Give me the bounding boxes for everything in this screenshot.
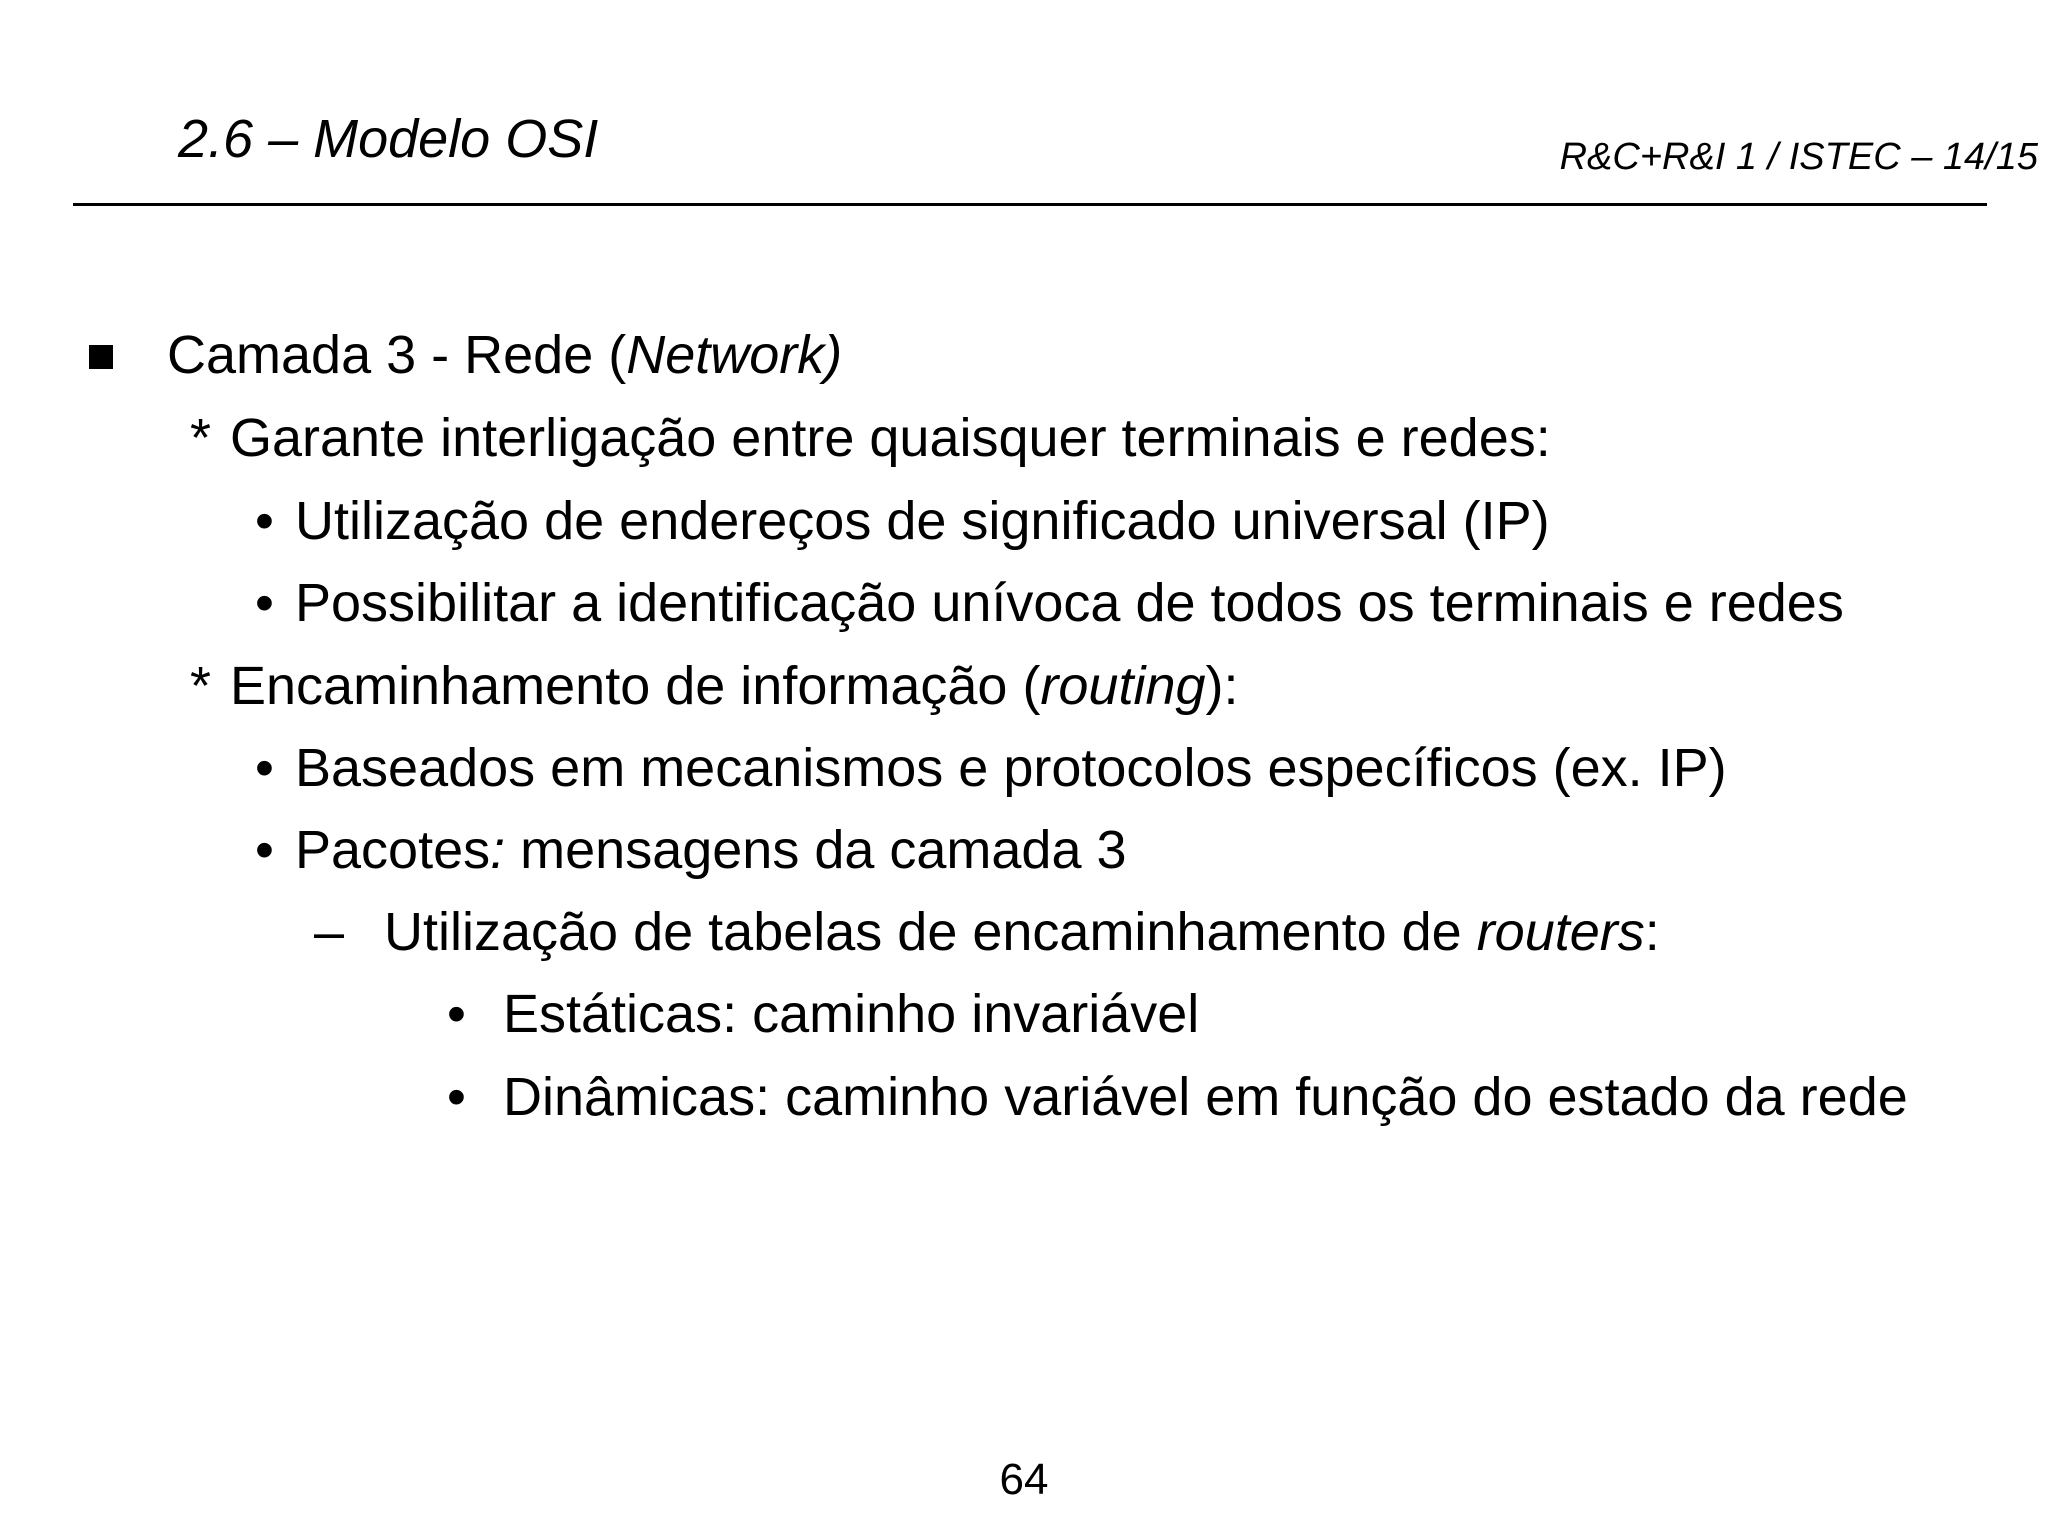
- list-item-packets: [255, 820, 1127, 880]
- list-item-routing: [190, 656, 1239, 716]
- list-item-text: Estáticas: caminho invariável: [503, 984, 1200, 1044]
- bullet-marker: •: [447, 984, 466, 1044]
- list-item-suffix: ):: [1205, 656, 1239, 716]
- list-item-routing-tables: [314, 902, 1660, 962]
- list-item-text: Utilização de tabelas de encaminhamento de: [384, 902, 1477, 962]
- layer-heading-italic: Network): [626, 325, 843, 385]
- bullet-marker: •: [255, 491, 274, 551]
- list-item-italic: :: [490, 820, 506, 880]
- asterisk-marker: *: [190, 408, 212, 468]
- list-item-suffix: :: [1644, 902, 1660, 962]
- list-item-text: Possibilitar a identificação unívoca de todos os terminais e redes: [295, 573, 1844, 633]
- course-label: R&C+R&I 1 / ISTEC – 14/15: [1559, 136, 2038, 178]
- bullet-marker: •: [255, 573, 274, 633]
- list-item-italic: routers: [1476, 902, 1645, 962]
- list-item-text: Garante interligação entre quaisquer terminais e redes:: [230, 408, 1551, 468]
- square-bullet-icon: [89, 345, 113, 369]
- dash-marker: –: [314, 902, 345, 962]
- list-item-protocols: [255, 738, 1727, 798]
- list-item-text: Dinâmicas: caminho variável em função do estado da rede: [503, 1067, 1908, 1127]
- list-item-interconnection: [190, 408, 1551, 468]
- bullet-marker: •: [447, 1067, 466, 1127]
- list-item-text: Pacotes: [295, 820, 491, 880]
- bullet-marker: •: [255, 738, 274, 798]
- list-item-suffix: mensagens da camada 3: [505, 820, 1127, 880]
- list-item-static: [447, 984, 1200, 1044]
- page-number: 64: [999, 1455, 1049, 1504]
- list-item-italic: routing: [1040, 656, 1206, 716]
- list-item-unique-identification: [255, 573, 1844, 633]
- list-item-universal-addresses: [255, 491, 1550, 551]
- list-item-text: Encaminhamento de informação (: [230, 656, 1041, 716]
- list-item-dynamic: [447, 1067, 1908, 1127]
- layer-heading-text: Camada 3 - Rede (: [167, 325, 627, 385]
- bullet-marker: •: [255, 820, 274, 880]
- asterisk-marker: *: [190, 656, 212, 716]
- slide-title: 2.6 – Modelo OSI: [178, 109, 599, 169]
- list-item-text: Utilização de endereços de significado universal (IP): [295, 491, 1550, 551]
- list-item-text: Baseados em mecanismos e protocolos específicos (ex. IP): [295, 738, 1727, 798]
- layer-heading: [167, 325, 843, 385]
- header-divider: [73, 203, 1987, 206]
